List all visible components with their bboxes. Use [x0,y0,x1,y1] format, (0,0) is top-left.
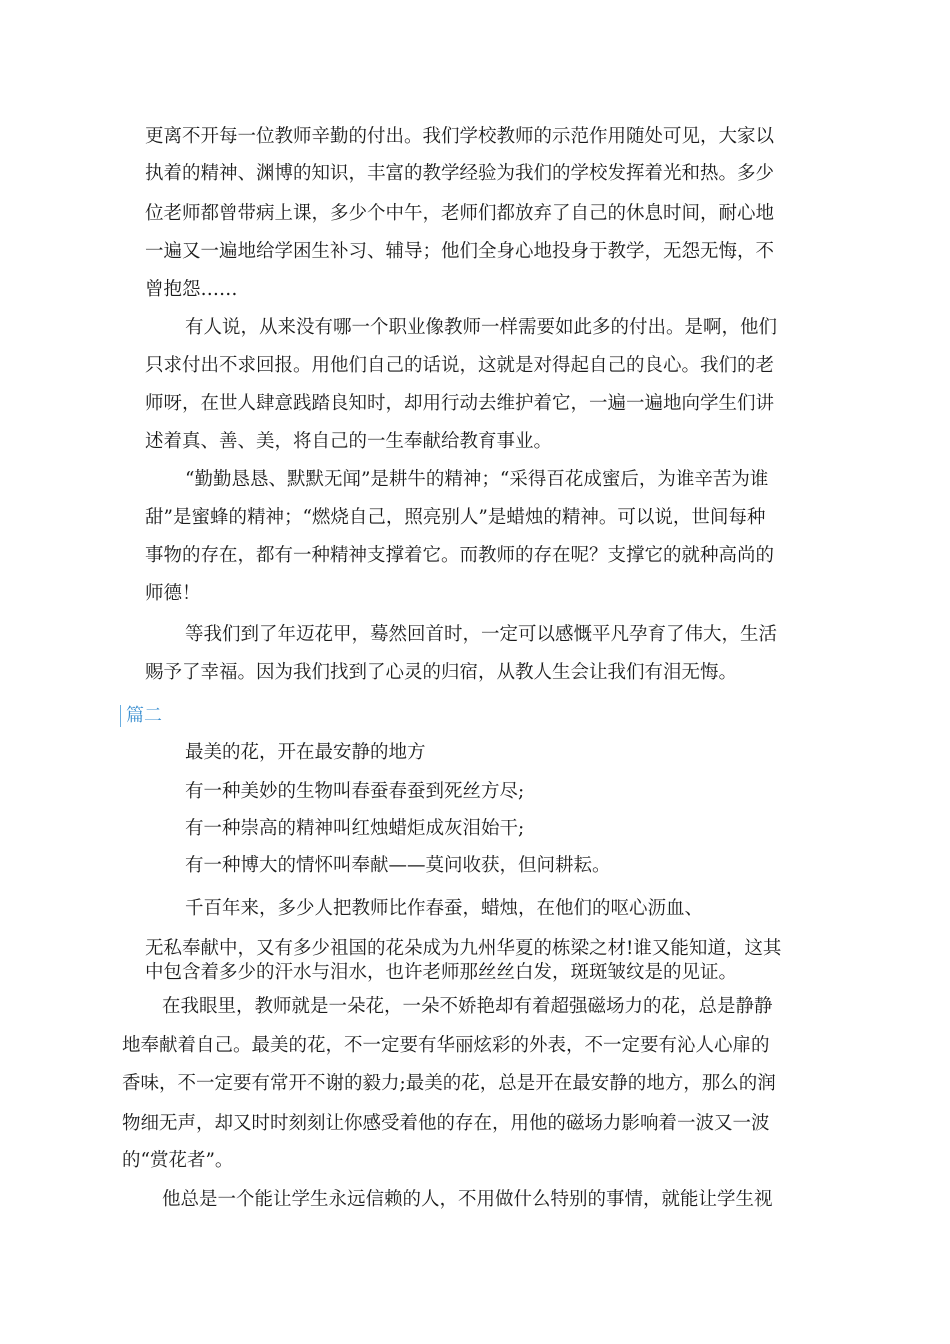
para6-line-1: 在我眼里，教师就是一朵花，一朵不娇艳却有着超强磁场力的花，总是静静 [162,996,773,1017]
para2-line-2: 只求付出不求回报。用他们自己的话说，这就是对得起自己的良心。我们的老 [145,355,775,376]
para4-line-1: 等我们到了年迈花甲，蓦然回首时，一定可以感慨平凡孕育了伟大，生活 [185,624,778,645]
poem-line-3: 有一种崇高的精神叫红烛蜡炬成灰泪始干; [185,818,525,839]
para1-line-4: 一遍又一遍地给学困生补习、辅导；他们全身心地投身于教学，无怨无悔，不 [145,241,775,262]
para5-line-2: 无私奉献中，又有多少祖国的花朵成为九州华夏的栋梁之材!谁又能知道，这其 [145,938,782,959]
para3-line-4: 师德！ [145,583,201,604]
para6-line-4: 物细无声，却又时时刻刻让你感受着他的存在，用他的磁场力影响着一波又一波 [122,1113,770,1134]
para3-line-2: 甜”是蜜蜂的精神；“燃烧自己，照亮别人”是蜡烛的精神。可以说，世间每种 [145,507,766,528]
para1-line-2: 执着的精神、渊博的知识，丰富的教学经验为我们的学校发挥着光和热。多少 [145,163,775,184]
para6-line-2: 地奉献着自己。最美的花，不一定要有华丽炫彩的外表，不一定要有沁人心扉的 [122,1035,770,1056]
poem-line-2: 有一种美妙的生物叫春蚕春蚕到死丝方尽; [185,781,525,802]
para2-line-1: 有人说，从来没有哪一个职业像教师一样需要如此多的付出。是啊，他们 [185,317,778,338]
para5-line-3: 中包含着多少的汗水与泪水，也许老师那丝丝白发，斑斑皱纹是的见证。 [145,962,738,983]
para2-line-4: 述着真、善、美，将自己的一生奉献给教育事业。 [145,431,553,452]
para3-line-3: 事物的存在，都有一种精神支撑着它。而教师的存在呢？支撑它的就种高尚的 [145,545,775,566]
para4-line-2: 赐予了幸福。因为我们找到了心灵的归宿，从教人生会让我们有泪无悔。 [145,662,738,683]
para7-line-1: 他总是一个能让学生永远信赖的人，不用做什么特别的事情，就能让学生视 [162,1189,773,1210]
para1-line-1: 更离不开每一位教师辛勤的付出。我们学校教师的示范作用随处可见，大家以 [145,126,775,147]
para5-line-1: 千百年来，多少人把教师比作春蚕，蜡烛，在他们的呕心沥血、 [185,898,704,919]
poem-line-4: 有一种博大的情怀叫奉献——莫问收获，但问耕耘。 [185,855,611,876]
para6-line-5: 的“赏花者”。 [122,1150,234,1171]
poem-line-1: 最美的花，开在最安静的地方 [185,742,426,763]
para1-line-5: 曾抱怨…… [145,279,238,300]
para3-line-1: “勤勤恳恳、默默无闻”是耕牛的精神；“采得百花成蜜后，为谁辛苦为谁 [185,469,769,490]
section-heading: 篇二 [120,705,162,727]
para6-line-3: 香味，不一定要有常开不谢的毅力;最美的花，总是开在最安静的地方，那么的润 [122,1073,776,1094]
para2-line-3: 师呀，在世人肆意践踏良知时，却用行动去维护着它，一遍一遍地向学生们讲 [145,393,775,414]
para1-line-3: 位老师都曾带病上课，多少个中午，老师们都放弃了自己的休息时间，耐心地 [145,203,775,224]
